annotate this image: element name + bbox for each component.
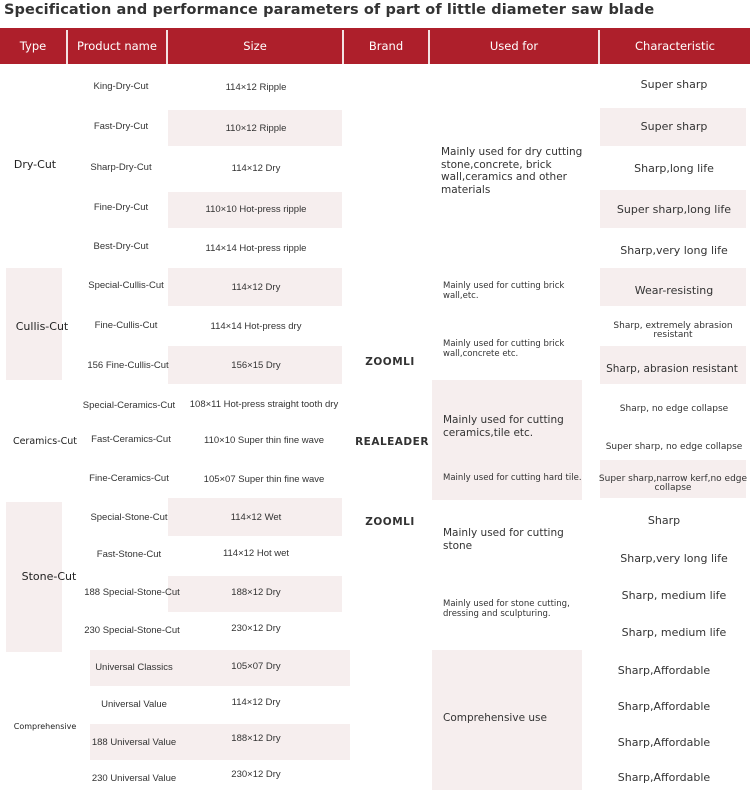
product-name-cell: Fine-Dry-Cut xyxy=(93,201,149,213)
product-name-cell: Fine-Ceramics-Cut xyxy=(89,472,169,484)
product-name-cell: Universal Value xyxy=(101,698,167,710)
product-name-cell: Fast-Dry-Cut xyxy=(93,120,149,132)
size-cell: 156×15 Dry xyxy=(231,359,281,371)
characteristic-cell: Sharp, extremely abrasion resistant xyxy=(613,320,733,340)
used-for-stone: Mainly used for cutting stone xyxy=(443,527,564,552)
size-cell: 114×12 Hot wet xyxy=(222,547,290,559)
product-name-cell: 188 Special-Stone-Cut xyxy=(84,586,180,598)
characteristic-cell: Sharp, abrasion resistant xyxy=(606,362,738,375)
characteristic-cell: Sharp,very long life xyxy=(620,551,728,565)
characteristic-cell: Sharp,Affordable xyxy=(617,735,711,749)
header-divider xyxy=(66,30,68,64)
size-cell: 114×14 Hot-press ripple xyxy=(205,242,307,254)
table-title: Specification and performance parameters of part of little diameter saw blade xyxy=(4,2,655,18)
product-name-cell: 156 Fine-Cullis-Cut xyxy=(87,359,169,371)
characteristic-cell: Super sharp, no edge collapse xyxy=(605,442,743,453)
size-cell: 114×12 Wet xyxy=(230,511,282,523)
product-name-cell: 188 Universal Value xyxy=(91,736,177,748)
header-used-for: Used for xyxy=(489,39,539,53)
product-name-cell: Special-Stone-Cut xyxy=(90,511,168,523)
size-cell: 105×07 Dry xyxy=(231,660,281,672)
size-cell: 110×10 Super thin fine wave xyxy=(204,434,324,446)
product-name-cell: Special-Ceramics-Cut xyxy=(82,399,176,411)
size-cell: 230×12 Dry xyxy=(231,622,281,634)
characteristic-cell: Sharp, medium life xyxy=(621,588,727,602)
characteristic-cell: Super sharp xyxy=(640,119,708,133)
used-for-cullis: Mainly used for cutting brick wall,concrete etc. xyxy=(443,339,565,359)
used-for-cullis: Mainly used for cutting brick wall,etc. xyxy=(443,281,565,301)
type-cullis-cut: Cullis-Cut xyxy=(15,319,69,333)
characteristic-cell: Super sharp,long life xyxy=(616,202,732,216)
size-cell: 114×12 Dry xyxy=(231,281,281,293)
product-name-cell: Special-Cullis-Cut xyxy=(88,279,164,291)
product-name-cell: 230 Special-Stone-Cut xyxy=(84,624,180,636)
header-product-name: Product name xyxy=(77,39,157,53)
characteristic-cell: Sharp,long life xyxy=(634,161,714,175)
header-divider xyxy=(342,30,344,64)
type-comprehensive: Comprehensive xyxy=(13,722,77,732)
used-for-dry: Mainly used for dry cutting stone,concrete, brick wall,ceramics and other materials xyxy=(441,146,583,196)
size-cell: 188×12 Dry xyxy=(231,732,281,744)
characteristic-cell: Super sharp xyxy=(640,77,708,91)
characteristic-cell: Super sharp,narrow kerf,no edge collapse xyxy=(598,473,748,493)
size-cell: 230×12 Dry xyxy=(231,768,281,780)
type-ceramics-cut: Ceramics-Cut xyxy=(12,435,78,447)
type-dry-cut: Dry-Cut xyxy=(13,157,57,171)
size-cell: 114×12 Dry xyxy=(231,696,281,708)
header-divider xyxy=(428,30,430,64)
characteristic-cell: Sharp,Affordable xyxy=(617,699,711,713)
characteristic-cell: Sharp,Affordable xyxy=(617,663,711,677)
brand-realeader: REALEADER xyxy=(355,435,429,448)
used-for-comprehensive: Comprehensive use xyxy=(443,712,547,724)
used-for-ceramics: Mainly used for cutting hard tile. xyxy=(443,473,582,483)
product-name-cell: Universal Classics xyxy=(95,661,173,673)
used-for-stone: Mainly used for stone cutting, dressing and sculpturing. xyxy=(443,599,570,619)
characteristic-cell: Sharp,very long life xyxy=(620,243,728,257)
size-cell: 114×12 Dry xyxy=(231,162,281,174)
used-for-ceramics: Mainly used for cutting ceramics,tile etc. xyxy=(443,414,564,439)
size-cell: 114×12 Ripple xyxy=(225,81,287,93)
header-brand: Brand xyxy=(368,39,404,53)
product-name-cell: Fine-Cullis-Cut xyxy=(94,319,158,331)
characteristic-cell: Sharp, medium life xyxy=(621,625,727,639)
type-stone-cut: Stone-Cut xyxy=(21,569,77,583)
characteristic-cell: Sharp,Affordable xyxy=(617,770,711,784)
size-cell: 108×11 Hot-press straight tooth dry xyxy=(189,398,339,410)
product-name-cell: Fast-Ceramics-Cut xyxy=(91,433,171,445)
brand-zoomli: ZOOMLI xyxy=(365,515,415,528)
header-characteristic: Characteristic xyxy=(635,39,715,53)
size-cell: 188×12 Dry xyxy=(231,586,281,598)
characteristic-cell: Wear-resisting xyxy=(634,283,714,297)
size-cell: 105×07 Super thin fine wave xyxy=(203,473,325,485)
product-name-cell: King-Dry-Cut xyxy=(93,80,149,92)
size-cell: 114×14 Hot-press dry xyxy=(210,320,302,332)
product-name-cell: 230 Universal Value xyxy=(91,772,177,784)
size-cell: 110×10 Hot-press ripple xyxy=(205,203,307,215)
characteristic-cell: Sharp, no edge collapse xyxy=(619,404,729,415)
header-type: Type xyxy=(19,39,47,53)
characteristic-cell: Sharp xyxy=(647,513,681,527)
header-divider xyxy=(598,30,600,64)
product-name-cell: Sharp-Dry-Cut xyxy=(90,161,152,173)
product-name-cell: Fast-Stone-Cut xyxy=(96,548,162,560)
header-divider xyxy=(166,30,168,64)
brand-zoomli: ZOOMLI xyxy=(365,355,415,368)
header-size: Size xyxy=(243,39,267,53)
product-name-cell: Best-Dry-Cut xyxy=(93,240,149,252)
size-cell: 110×12 Ripple xyxy=(225,122,287,134)
